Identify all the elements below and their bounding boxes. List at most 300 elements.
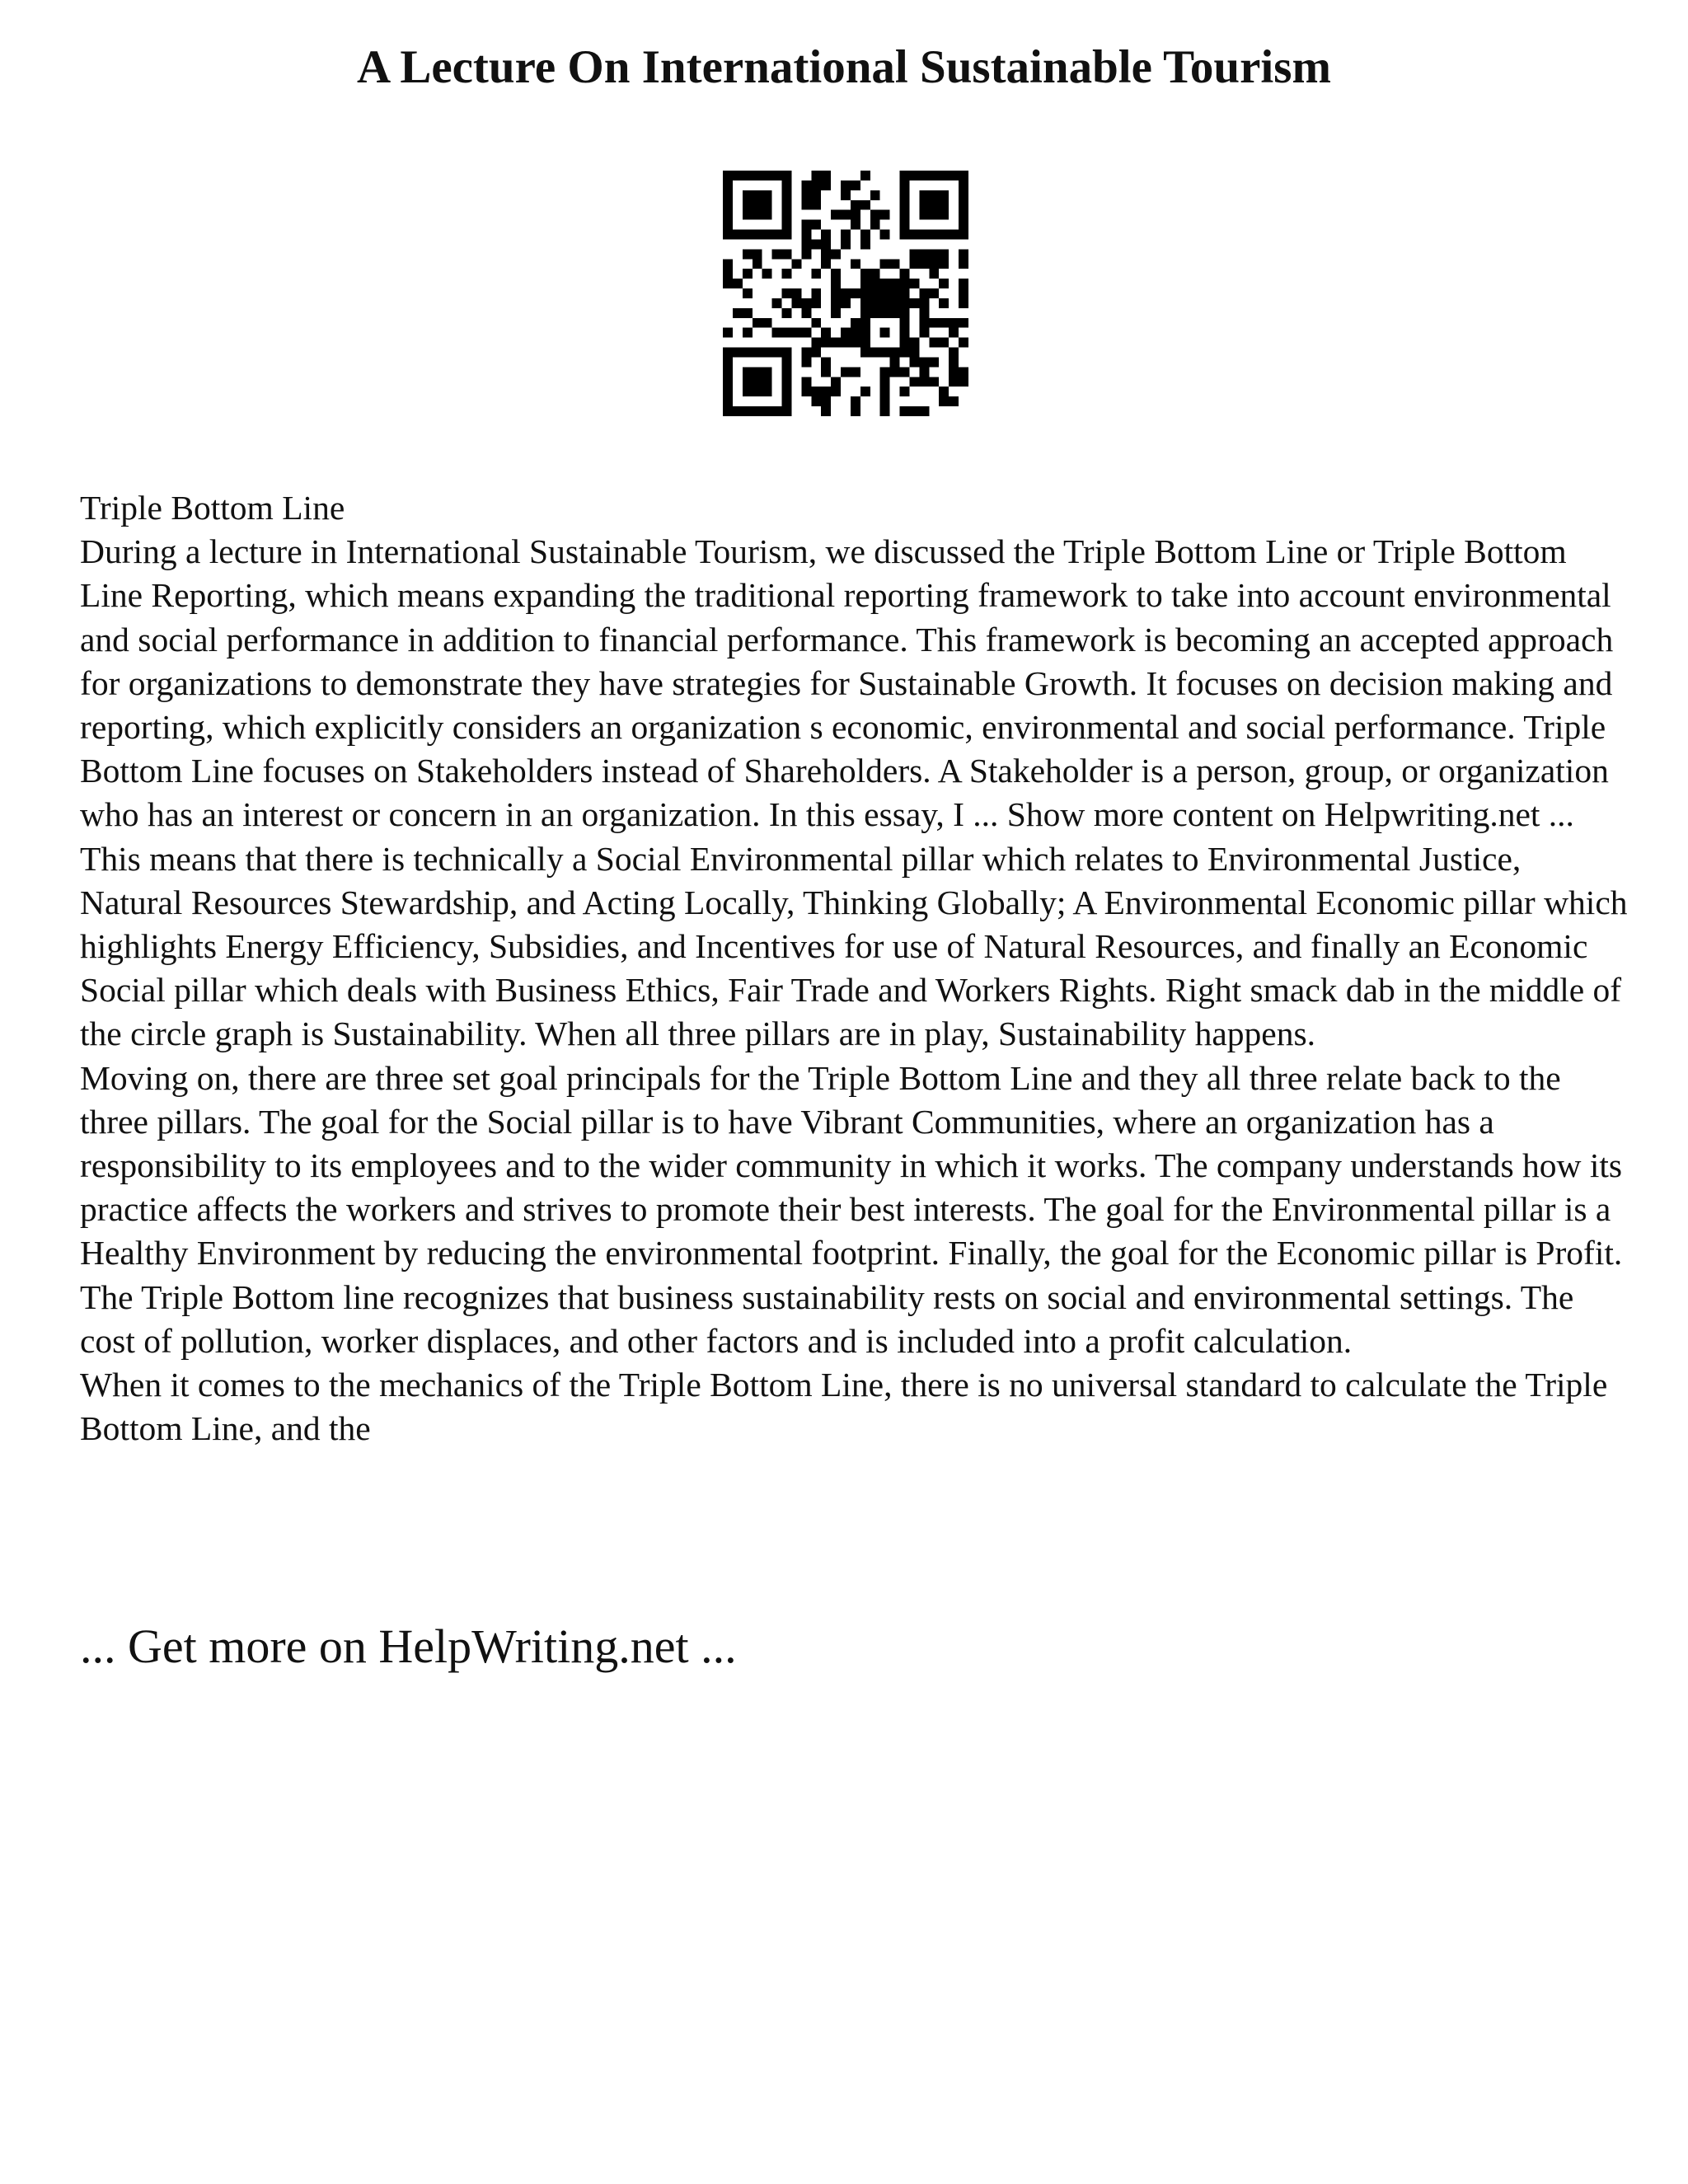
qr-module — [851, 338, 860, 348]
qr-module — [851, 328, 860, 338]
qr-module — [919, 171, 929, 180]
qr-module — [880, 279, 890, 288]
qr-module — [782, 249, 792, 259]
qr-module — [959, 180, 968, 190]
qr-module — [939, 259, 949, 269]
qr-module — [811, 387, 821, 396]
qr-module — [821, 406, 831, 416]
qr-module — [733, 279, 743, 288]
qr-module — [939, 338, 949, 348]
body-paragraph: During a lecture in International Sustainable Tourism, we discussed the Triple Bottom Line or Triple Bottom Line Reporting, which means expanding the traditional reporting framework to take into account environmental and social performance in addition to financial performance. This framework is becoming an accepted approach for organizations to demonstrate they have strategies for Sustainable Growth. It focuses on decision making and reporting, which explicitly considers an organization s economic, environmental and social performance. Triple Bottom Line focuses on Stakeholders instead of Shareholders. A Stakeholder is a person, group, or organization who has an interest or concern in an organization. In this essay, I ... Show more content on Helpwriting.net ... This means that there is technically a Social Environmental pillar which relates to Environmental Justice, Natural Resources Stewardship, and Acting Locally, Thinking Globally; A Environmental Economic pillar which highlights Energy Efficiency, Subsidies, and Incentives for use of Natural Resources, and finally an Economic Social pillar which deals with Business Ethics, Fair Trade and Workers Rights. Right smack dab in the middle of the circle graph is Sustainability. When all three pillars are in play, Sustainability happens. — [80, 532, 1628, 1053]
qr-module — [900, 171, 910, 180]
qr-module — [782, 171, 792, 180]
qr-module — [782, 288, 792, 298]
qr-module — [959, 200, 968, 210]
qr-module — [723, 230, 733, 240]
qr-module — [821, 259, 831, 269]
qr-module — [723, 367, 733, 377]
qr-module — [753, 249, 762, 259]
qr-module — [811, 239, 821, 249]
qr-module — [782, 396, 792, 406]
qr-module — [890, 279, 900, 288]
qr-module — [782, 190, 792, 200]
qr-module — [890, 288, 900, 298]
qr-module — [723, 396, 733, 406]
qr-module — [753, 406, 762, 416]
qr-module — [860, 338, 870, 348]
qr-module — [939, 387, 949, 396]
qr-module — [782, 308, 792, 318]
qr-module — [919, 298, 929, 308]
qr-module — [811, 298, 821, 308]
qr-module — [831, 298, 841, 308]
qr-module — [762, 210, 772, 220]
qr-module — [821, 180, 831, 190]
qr-module — [743, 171, 753, 180]
qr-module — [860, 328, 870, 338]
qr-module — [900, 308, 910, 318]
qr-module — [880, 396, 890, 406]
qr-module — [723, 377, 733, 387]
qr-module — [939, 396, 949, 406]
qr-module — [880, 288, 890, 298]
qr-module — [821, 171, 831, 180]
qr-module — [880, 348, 890, 358]
qr-module — [860, 279, 870, 288]
qr-module — [959, 230, 968, 240]
qr-module — [811, 396, 821, 406]
qr-module — [860, 387, 870, 396]
qr-module — [791, 328, 801, 338]
qr-module — [919, 249, 929, 259]
qr-module — [949, 230, 959, 240]
qr-module — [821, 338, 831, 348]
qr-module — [743, 367, 753, 377]
qr-module — [870, 210, 880, 220]
qr-module — [782, 377, 792, 387]
qr-module — [890, 348, 900, 358]
qr-module — [929, 269, 939, 279]
qr-module — [753, 210, 762, 220]
qr-module — [753, 367, 762, 377]
qr-module — [801, 230, 811, 240]
qr-module — [743, 288, 753, 298]
qr-module — [900, 288, 910, 298]
qr-module — [949, 348, 959, 358]
qr-module — [900, 406, 910, 416]
qr-module — [772, 249, 782, 259]
qr-module — [811, 318, 821, 328]
qr-module — [772, 406, 782, 416]
qr-module — [811, 269, 821, 279]
qr-module — [909, 249, 919, 259]
qr-module — [811, 348, 821, 358]
qr-module — [733, 308, 743, 318]
qr-module — [811, 288, 821, 298]
qr-module — [762, 200, 772, 210]
qr-module — [743, 230, 753, 240]
qr-module — [949, 171, 959, 180]
qr-module — [753, 387, 762, 396]
qr-module — [743, 249, 753, 259]
qr-module — [723, 348, 733, 358]
qr-module — [929, 259, 939, 269]
qr-module — [841, 338, 851, 348]
qr-module — [821, 249, 831, 259]
qr-module — [851, 396, 860, 406]
qr-module — [762, 318, 772, 328]
qr-module — [909, 348, 919, 358]
qr-module — [743, 308, 753, 318]
qr-module — [959, 220, 968, 230]
qr-module — [753, 318, 762, 328]
qr-module — [811, 180, 821, 190]
qr-module — [762, 230, 772, 240]
qr-module — [821, 328, 831, 338]
qr-module — [762, 190, 772, 200]
qr-module — [821, 230, 831, 240]
qr-module — [753, 190, 762, 200]
qr-module — [821, 357, 831, 367]
qr-module — [890, 308, 900, 318]
qr-module — [841, 298, 851, 308]
qr-module — [919, 318, 929, 328]
qr-module — [762, 406, 772, 416]
qr-module — [841, 328, 851, 338]
qr-module — [782, 357, 792, 367]
qr-module — [801, 239, 811, 249]
qr-module — [929, 171, 939, 180]
qr-module — [811, 190, 821, 200]
qr-module — [919, 288, 929, 298]
qr-module — [723, 406, 733, 416]
body-paragraph: When it comes to the mechanics of the Triple Bottom Line, there is no universal standard to calculate the Triple Bottom Line, and the — [80, 1366, 1608, 1448]
qr-module — [919, 367, 929, 377]
qr-module — [801, 308, 811, 318]
qr-module — [929, 377, 939, 387]
qr-module — [821, 367, 831, 377]
qr-module — [900, 279, 910, 288]
qr-module — [801, 377, 811, 387]
qr-module — [753, 377, 762, 387]
qr-module — [919, 357, 929, 367]
qr-module — [900, 269, 910, 279]
qr-module — [723, 171, 733, 180]
qr-module — [919, 308, 929, 318]
qr-code[interactable] — [723, 171, 968, 416]
qr-module — [801, 298, 811, 308]
qr-module — [753, 259, 762, 269]
qr-module — [880, 230, 890, 240]
qr-module — [851, 288, 860, 298]
get-more-link[interactable]: ... Get more on HelpWriting.net ... — [80, 1619, 737, 1673]
qr-module — [782, 367, 792, 377]
qr-module — [959, 318, 968, 328]
qr-module — [919, 328, 929, 338]
qr-module — [860, 348, 870, 358]
qr-module — [949, 367, 959, 377]
qr-module — [959, 190, 968, 200]
qr-module — [782, 200, 792, 210]
qr-module — [900, 200, 910, 210]
qr-code-icon — [723, 171, 968, 416]
qr-module — [959, 367, 968, 377]
qr-module — [841, 180, 851, 190]
qr-module — [851, 259, 860, 269]
qr-module — [959, 259, 968, 269]
qr-module — [860, 239, 870, 249]
qr-module — [909, 259, 919, 269]
qr-module — [723, 328, 733, 338]
qr-module — [851, 406, 860, 416]
qr-module — [723, 259, 733, 269]
qr-module — [900, 210, 910, 220]
qr-module — [772, 230, 782, 240]
qr-module — [801, 249, 811, 259]
qr-module — [929, 357, 939, 367]
qr-module — [733, 230, 743, 240]
qr-module — [929, 318, 939, 328]
qr-module — [831, 279, 841, 288]
document-body — [80, 486, 1629, 1451]
qr-module — [959, 338, 968, 348]
qr-module — [791, 259, 801, 269]
qr-module — [900, 190, 910, 200]
qr-module — [939, 230, 949, 240]
qr-module — [959, 377, 968, 387]
qr-module — [743, 269, 753, 279]
qr-module — [870, 288, 880, 298]
qr-module — [939, 318, 949, 328]
qr-module — [880, 377, 890, 387]
qr-module — [841, 230, 851, 240]
qr-module — [733, 348, 743, 358]
qr-module — [909, 377, 919, 387]
qr-module — [841, 190, 851, 200]
qr-module — [880, 406, 890, 416]
qr-module — [860, 288, 870, 298]
qr-module — [929, 200, 939, 210]
qr-module — [743, 377, 753, 387]
qr-module — [782, 406, 792, 416]
qr-module — [860, 298, 870, 308]
qr-module — [949, 396, 959, 406]
qr-module — [929, 249, 939, 259]
qr-module — [723, 387, 733, 396]
qr-module — [733, 406, 743, 416]
qr-module — [959, 288, 968, 298]
qr-module — [743, 210, 753, 220]
qr-module — [919, 210, 929, 220]
qr-module — [841, 367, 851, 377]
qr-module — [811, 200, 821, 210]
qr-module — [860, 308, 870, 318]
qr-module — [851, 318, 860, 328]
qr-module — [949, 357, 959, 367]
qr-module — [841, 239, 851, 249]
qr-module — [782, 220, 792, 230]
qr-module — [743, 328, 753, 338]
qr-module — [831, 249, 841, 259]
qr-module — [841, 210, 851, 220]
qr-module — [821, 387, 831, 396]
qr-module — [929, 338, 939, 348]
qr-module — [870, 308, 880, 318]
qr-module — [831, 288, 841, 298]
qr-module — [801, 190, 811, 200]
qr-module — [919, 190, 929, 200]
qr-module — [909, 406, 919, 416]
qr-module — [851, 220, 860, 230]
qr-module — [762, 269, 772, 279]
qr-module — [831, 210, 841, 220]
qr-module — [939, 171, 949, 180]
qr-module — [851, 367, 860, 377]
qr-module — [949, 318, 959, 328]
qr-module — [723, 269, 733, 279]
qr-module — [959, 171, 968, 180]
qr-module — [851, 180, 860, 190]
qr-module — [860, 269, 870, 279]
qr-module — [909, 298, 919, 308]
qr-module — [801, 180, 811, 190]
qr-module — [782, 210, 792, 220]
qr-module — [791, 288, 801, 298]
qr-module — [723, 200, 733, 210]
qr-module — [821, 239, 831, 249]
qr-module — [831, 338, 841, 348]
qr-module — [939, 200, 949, 210]
qr-module — [949, 328, 959, 338]
qr-module — [841, 288, 851, 298]
qr-module — [801, 387, 811, 396]
qr-module — [811, 220, 821, 230]
qr-module — [939, 249, 949, 259]
qr-module — [821, 396, 831, 406]
qr-module — [723, 210, 733, 220]
qr-module — [860, 171, 870, 180]
qr-module — [860, 318, 870, 328]
qr-module — [880, 259, 890, 269]
qr-module — [939, 190, 949, 200]
qr-module — [782, 230, 792, 240]
qr-module — [880, 308, 890, 318]
qr-module — [762, 387, 772, 396]
qr-module — [870, 269, 880, 279]
qr-module — [782, 348, 792, 358]
qr-module — [880, 298, 890, 308]
qr-module — [919, 377, 929, 387]
qr-module — [909, 230, 919, 240]
qr-module — [762, 171, 772, 180]
qr-module — [831, 377, 841, 387]
qr-module — [753, 230, 762, 240]
qr-module — [959, 249, 968, 259]
qr-module — [860, 200, 870, 210]
qr-module — [743, 387, 753, 396]
qr-module — [801, 348, 811, 358]
section-heading: Triple Bottom Line — [80, 489, 345, 527]
qr-module — [811, 171, 821, 180]
body-paragraph: Moving on, there are three set goal principals for the Triple Bottom Line and they all three relate back to the three pillars. The goal for the Social pillar is to have Vibrant Communities, where an organization has a responsibility to its employees and to the wider community in which it works. The company understands how its practice affects the workers and strives to promote their best interests. The goal for the Environmental pillar is a Healthy Environment by reducing the environmental footprint. Finally, the goal for the Economic pillar is Profit. The Triple Bottom line recognizes that business sustainability rests on social and environmental settings. The cost of pollution, worker displaces, and other factors and is included into a profit calculation. — [80, 1058, 1623, 1360]
qr-module — [900, 180, 910, 190]
qr-module — [939, 210, 949, 220]
qr-module — [890, 259, 900, 269]
qr-module — [919, 406, 929, 416]
qr-module — [900, 220, 910, 230]
qr-module — [801, 220, 811, 230]
qr-module — [723, 357, 733, 367]
qr-module — [900, 298, 910, 308]
qr-module — [743, 406, 753, 416]
qr-module — [782, 328, 792, 338]
qr-module — [929, 230, 939, 240]
qr-module — [772, 348, 782, 358]
qr-module — [723, 279, 733, 288]
qr-module — [870, 220, 880, 230]
qr-module — [870, 190, 880, 200]
qr-module — [762, 367, 772, 377]
qr-module — [733, 171, 743, 180]
qr-module — [772, 298, 782, 308]
qr-module — [831, 308, 841, 318]
qr-module — [909, 338, 919, 348]
qr-module — [870, 348, 880, 358]
qr-module — [801, 200, 811, 210]
qr-module — [782, 387, 792, 396]
qr-module — [900, 318, 910, 328]
document-title: A Lecture On International Sustainable Tourism — [357, 41, 1331, 93]
qr-module — [900, 387, 910, 396]
qr-module — [870, 298, 880, 308]
qr-module — [860, 230, 870, 240]
qr-module — [831, 269, 841, 279]
qr-module — [831, 387, 841, 396]
qr-module — [880, 387, 890, 396]
qr-module — [723, 190, 733, 200]
qr-module — [919, 230, 929, 240]
qr-module — [959, 279, 968, 288]
qr-module — [851, 210, 860, 220]
qr-module — [762, 377, 772, 387]
qr-module — [801, 357, 811, 367]
qr-module — [782, 180, 792, 190]
qr-module — [900, 367, 910, 377]
qr-module — [762, 348, 772, 358]
qr-module — [909, 357, 919, 367]
qr-module — [772, 328, 782, 338]
qr-module — [900, 338, 910, 348]
qr-module — [939, 298, 949, 308]
qr-module — [791, 298, 801, 308]
qr-module — [949, 377, 959, 387]
qr-module — [870, 279, 880, 288]
qr-module — [959, 210, 968, 220]
qr-module — [772, 171, 782, 180]
qr-module — [743, 348, 753, 358]
qr-module — [851, 200, 860, 210]
qr-module — [929, 210, 939, 220]
qr-module — [782, 269, 792, 279]
qr-module — [890, 357, 900, 367]
qr-module — [919, 200, 929, 210]
qr-module — [929, 288, 939, 298]
qr-module — [880, 210, 890, 220]
qr-module — [900, 328, 910, 338]
qr-module — [919, 259, 929, 269]
qr-module — [890, 367, 900, 377]
qr-module — [743, 200, 753, 210]
